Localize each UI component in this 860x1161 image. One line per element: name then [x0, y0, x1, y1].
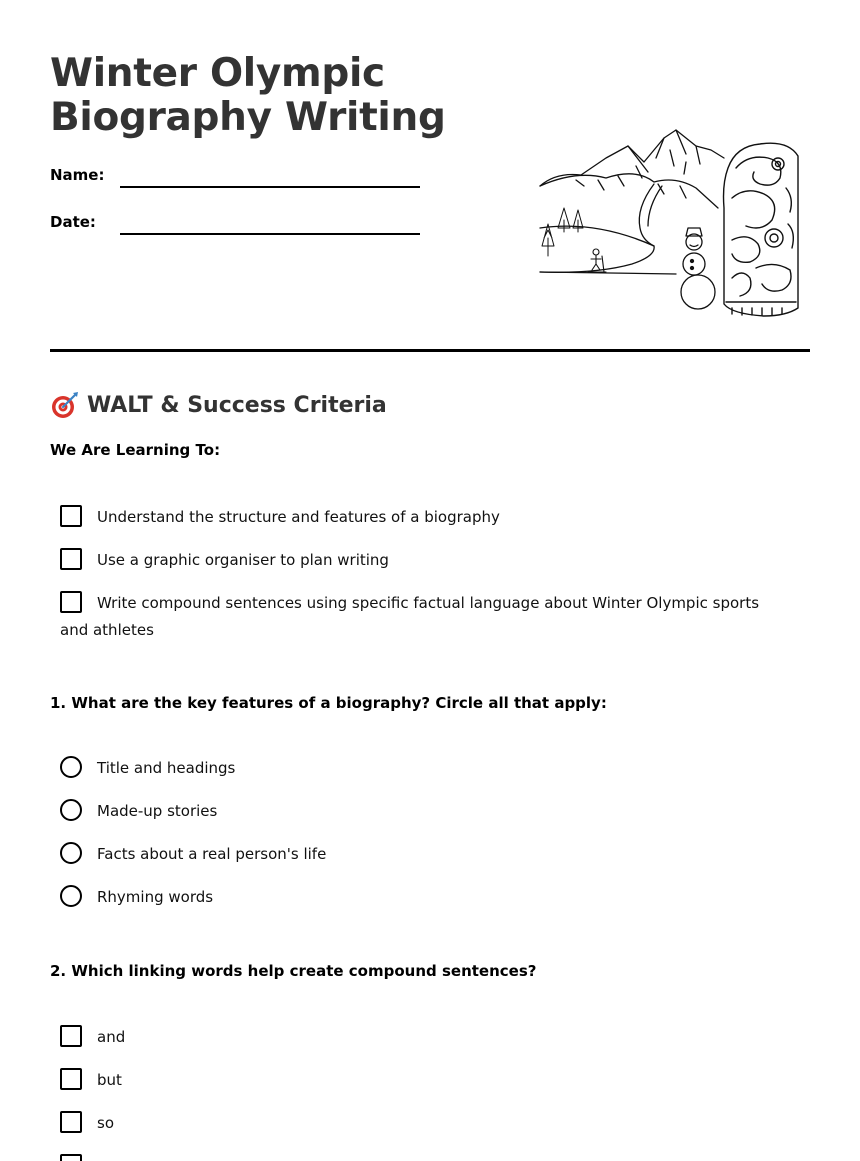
- criterion-text: Understand the structure and features of a biography: [97, 508, 500, 526]
- walt-criterion-3[interactable]: [60, 590, 780, 644]
- ski-slope-path: [639, 184, 662, 246]
- q2-option-2[interactable]: [60, 1067, 780, 1094]
- criterion-text: Use a graphic organiser to plan writing: [97, 551, 389, 569]
- option-radio-circle[interactable]: [60, 885, 82, 907]
- q2-option-1[interactable]: [60, 1024, 780, 1051]
- option-checkbox[interactable]: [60, 1154, 82, 1161]
- page-title: [50, 52, 446, 140]
- title-line-1: Winter Olympic: [50, 51, 385, 96]
- q1-option-1[interactable]: [60, 755, 780, 782]
- option-radio-circle[interactable]: [60, 842, 82, 864]
- section-divider: [50, 349, 810, 352]
- criterion-checkbox[interactable]: [60, 548, 82, 570]
- criterion-text: Write compound sentences using specific factual language about Winter Olympic sports and athletes: [60, 594, 760, 639]
- name-field[interactable]: [50, 166, 430, 196]
- carved-pou-totem: [724, 143, 799, 316]
- title-line-2: Biography Writing: [50, 95, 446, 140]
- option-text: Made-up stories: [97, 802, 218, 820]
- option-radio-circle[interactable]: [60, 799, 82, 821]
- walt-criterion-2[interactable]: [60, 547, 780, 574]
- name-write-line[interactable]: [120, 186, 420, 188]
- option-checkbox[interactable]: [60, 1025, 82, 1047]
- walt-subheading: We Are Learning To:: [50, 441, 221, 459]
- walt-criterion-1[interactable]: [60, 504, 780, 531]
- mountain-peaks-detail: [628, 130, 700, 178]
- date-field[interactable]: [50, 213, 430, 243]
- option-text: but: [97, 1071, 122, 1089]
- ground-bottom: [540, 272, 676, 274]
- date-write-line[interactable]: [120, 233, 420, 235]
- option-text: so: [97, 1114, 114, 1132]
- target-dart-icon: [50, 390, 80, 420]
- criterion-checkbox[interactable]: [60, 505, 82, 527]
- name-label: Name:: [50, 166, 105, 184]
- option-checkbox[interactable]: [60, 1068, 82, 1090]
- option-text: Title and headings: [97, 759, 236, 777]
- question-2-text: 2. Which linking words help create compound sentences?: [50, 962, 537, 980]
- mountain-front-outline: [540, 174, 718, 208]
- walt-section-heading: [50, 390, 387, 420]
- option-radio-circle[interactable]: [60, 756, 82, 778]
- option-text: Facts about a real person's life: [97, 845, 327, 863]
- snowman: [681, 228, 715, 309]
- option-text: Rhyming words: [97, 888, 214, 906]
- criterion-checkbox[interactable]: [60, 591, 82, 613]
- walt-heading-text: WALT & Success Criteria: [87, 392, 387, 418]
- question-1-text: 1. What are the key features of a biography? Circle all that apply:: [50, 694, 607, 712]
- q2-option-3[interactable]: [60, 1110, 780, 1137]
- q2-option-4-partial[interactable]: [60, 1153, 780, 1161]
- q1-option-2[interactable]: [60, 798, 780, 825]
- winter-scene-illustration: [536, 128, 802, 322]
- q1-option-3[interactable]: [60, 841, 780, 868]
- skier-figure: [588, 249, 606, 272]
- mountain-shading: [576, 176, 686, 198]
- option-checkbox[interactable]: [60, 1111, 82, 1133]
- pine-trees: [542, 208, 583, 256]
- q1-option-4[interactable]: [60, 884, 780, 911]
- date-label: Date:: [50, 213, 96, 231]
- option-text: and: [97, 1028, 126, 1046]
